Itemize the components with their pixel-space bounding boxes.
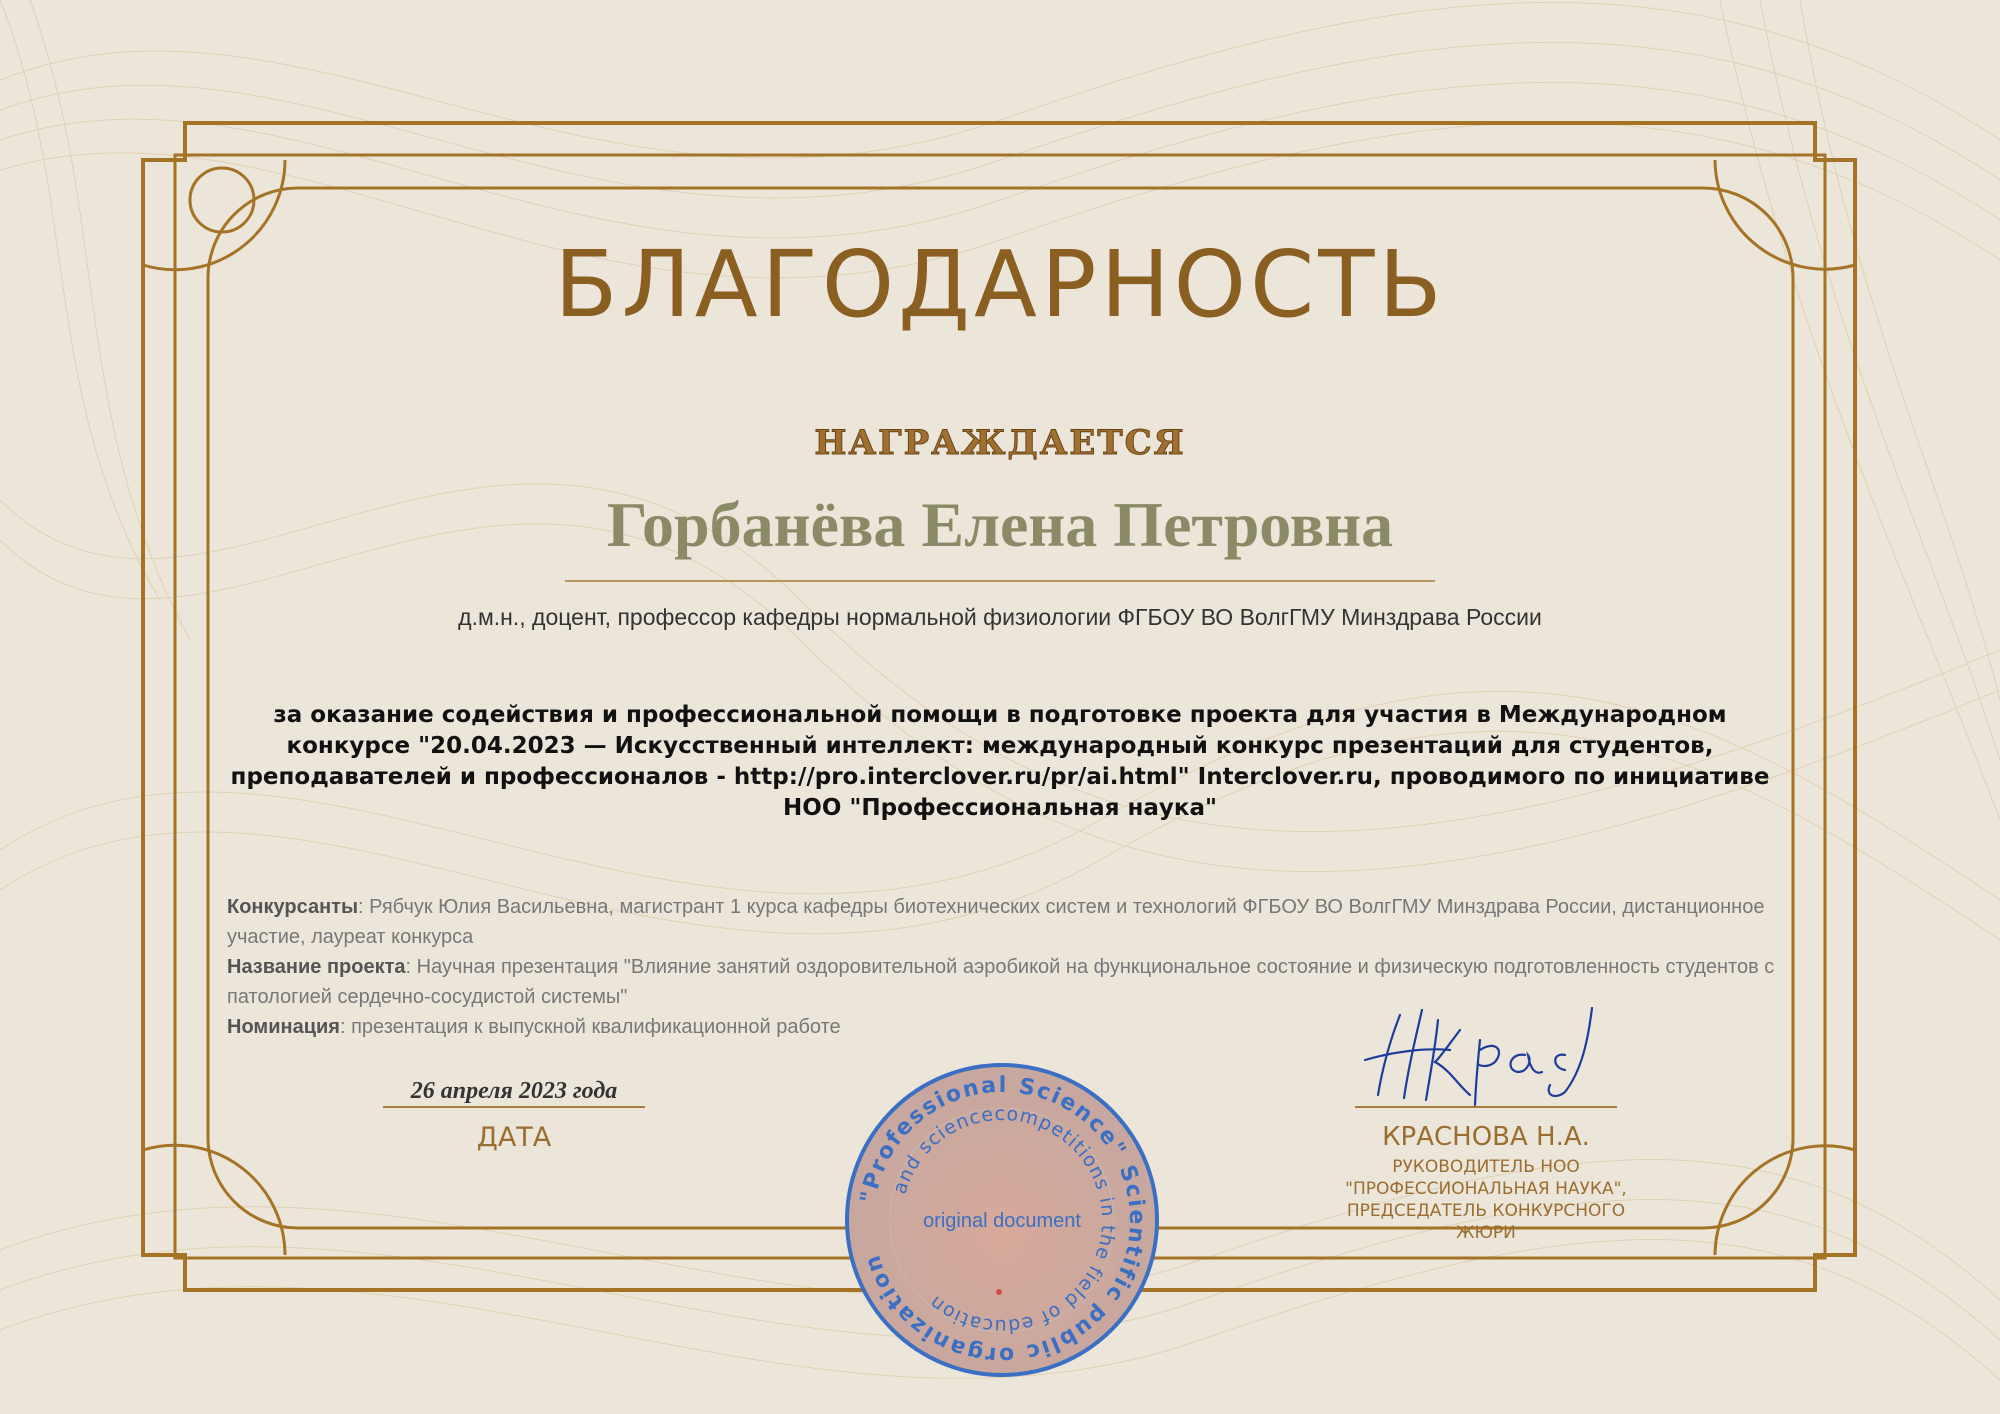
name-underline [565, 580, 1435, 582]
award-reason: за оказание содействия и профессиональной помощи в подготовке проекта для участия в Международном конкурсе "20.04.2023 — Искусственный интеллект: международный конкурс презентаций для студентов, преподавателей и профессионалов - http://pro.interclover.ru/pr/ai.html" Interclover.ru, проводимого по инициативе НОО "Профессиональная наука" [230, 702, 1770, 821]
date-label: ДАТА [476, 1122, 552, 1153]
awarded-heading: НАГРАЖДАЕТСЯ [814, 423, 1186, 463]
participants-value: : Рябчук Юлия Васильевна, магистрант 1 курса кафедры биотехнических систем и технологий ФГБОУ ВО ВолгГМУ Минздрава России, дистанционное участие, лауреат конкурса [227, 896, 1765, 948]
date-underline [383, 1106, 645, 1108]
signer-name: КРАСНОВА Н.А. [1382, 1122, 1590, 1152]
participants-label: Конкурсанты [227, 896, 359, 918]
signature-underline [1355, 1106, 1617, 1108]
participants-row [227, 892, 1787, 952]
date-value: 26 апреля 2023 года [410, 1078, 618, 1104]
project-label: Название проекта [227, 956, 406, 978]
signer-role: РУКОВОДИТЕЛЬ НОО "ПРОФЕССИОНАЛЬНАЯ НАУКА", ПРЕДСЕДАТЕЛЬ КОНКУРСНОГО ЖЮРИ [1345, 1157, 1627, 1243]
nomination-label: Номинация [227, 1016, 340, 1038]
stamp-center-text: original document [923, 1210, 1081, 1232]
nomination-value: : презентация к выпускной квалификационной работе [339, 1016, 841, 1038]
stamp-outer-text: "Professional Science" Scientific public organization [856, 1072, 1150, 1368]
organization-stamp [842, 1060, 1162, 1380]
recipient-position: д.м.н., доцент, профессор кафедры нормальной физиологии ФГБОУ ВО ВолгГМУ Минздрава России [458, 604, 1542, 630]
recipient-name: Горбанёва Елена Петровна [606, 489, 1394, 560]
signature-image [1360, 1000, 1600, 1110]
stamp-inner-text: and sciencecompetitions in the field of education [888, 1102, 1120, 1338]
project-value: : Научная презентация "Влияние занятий оздоровительной аэробикой на функциональное состояние и физическую подготовленность студентов с патологией сердечно-сосудистой системы" [227, 956, 1775, 1008]
certificate-title: БЛАГОДАРНОСТЬ [554, 231, 1446, 338]
